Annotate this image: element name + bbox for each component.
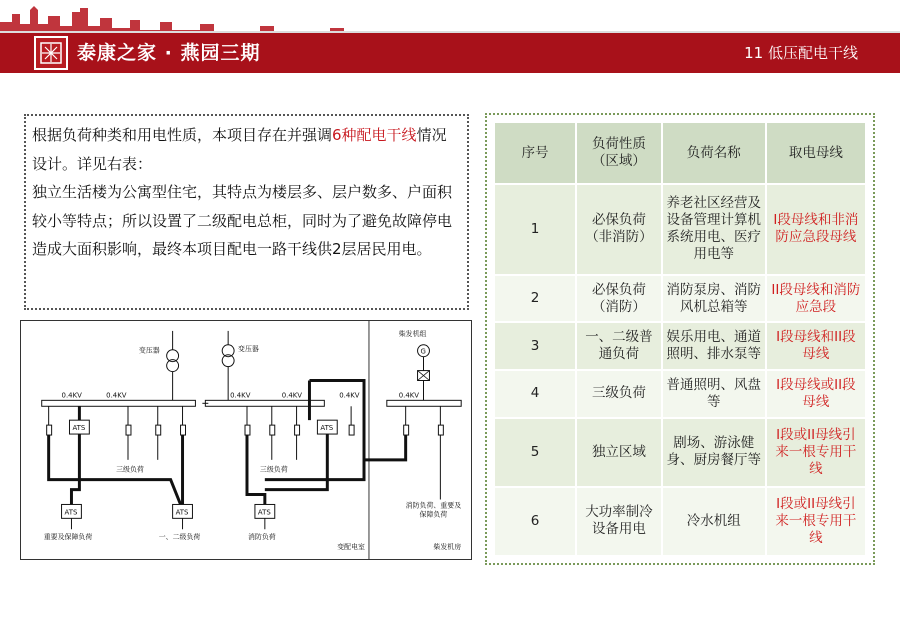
cell-no: 4 xyxy=(495,371,575,417)
col-header-nature: 负荷性质（区域） xyxy=(577,123,661,183)
table-row xyxy=(495,419,865,486)
busbar-gen xyxy=(387,400,461,406)
voltage-label-4: 0.4KV xyxy=(281,391,303,400)
transformer-1-icon xyxy=(167,331,179,400)
ats-label-5: ATS xyxy=(257,508,271,517)
voltage-label-6: 0.4KV xyxy=(398,391,420,400)
table-row xyxy=(495,276,865,322)
cell-nature: 必保负荷（消防） xyxy=(577,276,661,322)
transformer-2-label: 变压器 xyxy=(238,344,259,353)
cell-nature: 独立区域 xyxy=(577,419,661,486)
cell-bus: I段母线和非消防应急段母线 xyxy=(767,185,865,274)
cell-no: 2 xyxy=(495,276,575,322)
generator-symbol: G xyxy=(420,347,426,356)
ats-label-3: ATS xyxy=(64,508,78,517)
intro-text: 根据负荷种类和用电性质，本项目存在并强调 xyxy=(32,126,333,144)
cell-nature: 必保负荷（非消防） xyxy=(577,185,661,274)
col-header-bus: 取电母线 xyxy=(767,123,865,183)
busbar-2 xyxy=(205,400,324,406)
cell-bus: I段母线或II段母线 xyxy=(767,371,865,417)
intro-paragraph-1 xyxy=(32,121,461,178)
cell-name: 消防泵房、消防风机总箱等 xyxy=(663,276,765,322)
intro-highlight: 6种配电干线 xyxy=(332,126,417,144)
cell-nature: 一、二级普通负荷 xyxy=(577,323,661,369)
cell-bus: II段母线和消防应急段 xyxy=(767,276,865,322)
cell-no: 6 xyxy=(495,488,575,555)
cell-no: 3 xyxy=(495,323,575,369)
room-genset-label: 柴发机房 xyxy=(433,543,462,552)
load-tier12-label: 一、二级负荷 xyxy=(158,533,201,542)
voltage-label-1: 0.4KV xyxy=(61,391,82,400)
cell-name: 养老社区经营及设备管理计算机系统用电、医疗用电等 xyxy=(663,185,765,274)
tier3-label-2: 三级负荷 xyxy=(259,465,288,474)
cell-name: 冷水机组 xyxy=(663,488,765,555)
cell-nature: 大功率制冷设备用电 xyxy=(577,488,661,555)
cell-bus: I段母线和II段母线 xyxy=(767,323,865,369)
cell-name: 普通照明、风盘等 xyxy=(663,371,765,417)
load-fire-critical-label: 消防负荷、重要及保障负荷 xyxy=(405,501,462,519)
ats-label-1: ATS xyxy=(72,424,86,433)
ats-label-2: ATS xyxy=(320,424,334,433)
cell-name: 娱乐用电、通道照明、排水泵等 xyxy=(663,323,765,369)
table-row xyxy=(495,323,865,369)
tier3-label-1: 三级负荷 xyxy=(116,465,144,474)
voltage-label-3: 0.4KV xyxy=(230,391,251,400)
intro-textbox xyxy=(24,114,469,310)
voltage-label-5: 0.4KV xyxy=(339,391,360,400)
section-title: 11 低压配电干线 xyxy=(744,44,858,62)
table-row xyxy=(495,371,865,417)
table-header-row xyxy=(495,123,865,183)
load-fire-label: 消防负荷 xyxy=(247,533,276,542)
cell-no: 1 xyxy=(495,185,575,274)
brand-title: 泰康之家 · 燕园三期 xyxy=(77,42,261,64)
intro-text-end: 情况设计。详见右表： xyxy=(32,126,447,173)
distribution-table xyxy=(485,113,875,565)
cell-name: 剧场、游泳健身、厨房餐厅等 xyxy=(663,419,765,486)
col-header-no: 序号 xyxy=(495,123,575,183)
cell-bus: I段或II母线引来一根专用干线 xyxy=(767,488,865,555)
voltage-label-2: 0.4KV xyxy=(106,391,127,400)
ats-label-4: ATS xyxy=(175,508,189,517)
cell-no: 5 xyxy=(495,419,575,486)
brand-logo-icon xyxy=(34,36,68,70)
power-distribution-diagram xyxy=(20,320,472,560)
room-substation-label: 变配电室 xyxy=(337,543,365,552)
load-critical-label: 重要及保障负荷 xyxy=(43,533,93,542)
transformer-2-icon xyxy=(222,331,234,400)
table-row xyxy=(495,185,865,274)
genset-label: 柴发机组 xyxy=(398,329,427,338)
cell-nature: 三级负荷 xyxy=(577,371,661,417)
intro-paragraph-2: 独立生活楼为公寓型住宅，其特点为楼层多、层户数多、户面积较小等特点；所以设置了二级配电总柜，同时为了避免故障停电造成大面积影响，最终本项目配电一路干线供2层居民用电。 xyxy=(32,183,453,258)
col-header-name: 负荷名称 xyxy=(663,123,765,183)
cell-bus: I段或II母线引来一根专用干线 xyxy=(767,419,865,486)
busbar-1 xyxy=(42,400,196,406)
table-row xyxy=(495,488,865,555)
transformer-1-label: 变压器 xyxy=(138,346,160,355)
